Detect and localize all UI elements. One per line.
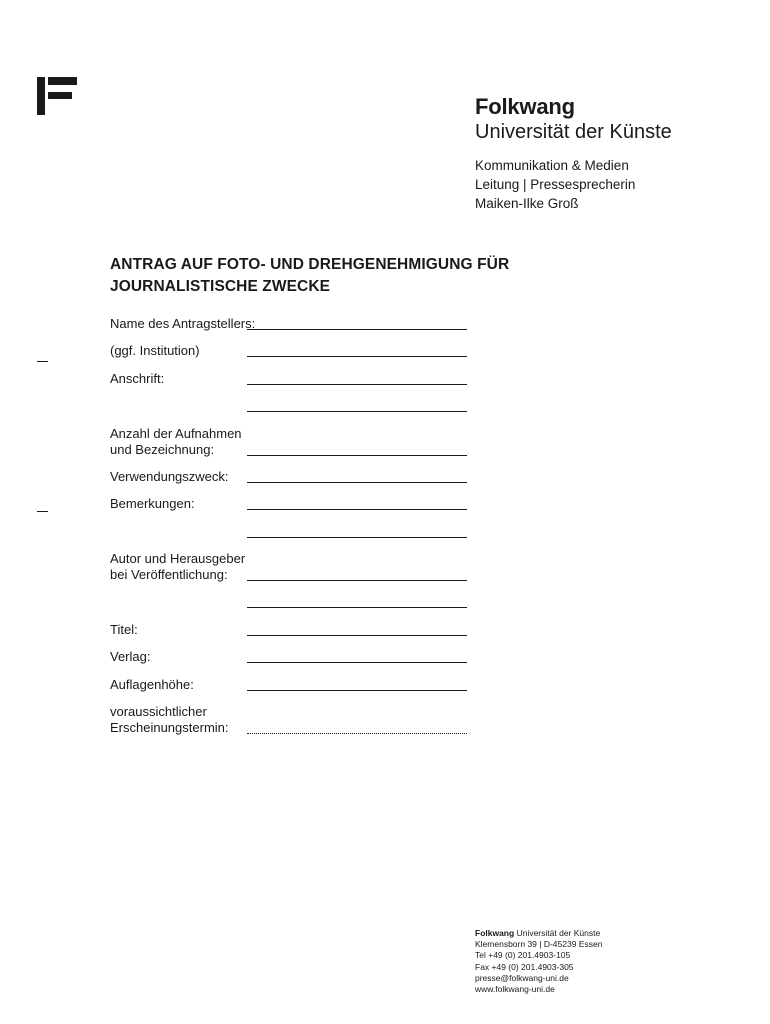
field-purpose[interactable] xyxy=(247,482,467,483)
field-remarks-line1[interactable] xyxy=(247,509,467,510)
contact-department: Kommunikation & Medien xyxy=(475,158,629,173)
footer-tel: Tel +49 (0) 201.4903-105 xyxy=(475,950,571,961)
label-purpose: Verwendungszweck: xyxy=(110,469,229,484)
contact-block xyxy=(475,156,672,213)
fold-mark-lower xyxy=(37,511,48,512)
label-author-line2: bei Veröffentlichung: xyxy=(110,567,228,582)
label-remarks: Bemerkungen: xyxy=(110,496,195,511)
field-remarks-line2[interactable] xyxy=(247,537,467,538)
form-title-line2: JOURNALISTISCHE ZWECKE xyxy=(110,278,331,295)
contact-person: Maiken-Ilke Groß xyxy=(475,196,579,211)
label-publication-date xyxy=(110,704,229,736)
label-publisher: Verlag: xyxy=(110,649,151,664)
field-publisher[interactable] xyxy=(247,662,467,663)
label-count xyxy=(110,426,242,458)
fold-mark-upper xyxy=(37,361,48,362)
footer-fax: Fax +49 (0) 201.4903-305 xyxy=(475,961,574,972)
label-author-line1: Autor und Herausgeber xyxy=(110,551,246,566)
footer-email-link[interactable]: presse@folkwang-uni.de xyxy=(475,972,569,983)
field-author-line1[interactable] xyxy=(247,580,467,581)
footer-address xyxy=(475,928,602,995)
org-subtitle: Universität der Künste xyxy=(475,121,672,143)
form-title-line1: ANTRAG AUF FOTO- UND DREHGENEHMIGUNG FÜR xyxy=(110,256,510,273)
contact-role: Leitung | Pressesprecherin xyxy=(475,177,636,192)
label-institution: (ggf. Institution) xyxy=(110,343,200,358)
folkwang-logo-icon xyxy=(37,77,77,115)
footer-street: Klemensborn 39 | D-45239 Essen xyxy=(475,939,603,950)
label-applicant-name: Name des Antragstellers: xyxy=(110,316,256,331)
field-address-line2[interactable] xyxy=(247,411,467,412)
label-date-line2: Erscheinungstermin: xyxy=(110,720,229,735)
label-author xyxy=(110,551,245,583)
label-count-line1: Anzahl der Aufnahmen xyxy=(110,426,242,441)
field-applicant-name[interactable] xyxy=(247,329,467,330)
label-title: Titel: xyxy=(110,622,138,637)
label-count-line2: und Bezeichnung: xyxy=(110,442,215,457)
field-address-line1[interactable] xyxy=(247,384,467,385)
footer-org-rest: Universität der Künste xyxy=(516,928,601,938)
field-circulation[interactable] xyxy=(247,690,467,691)
label-circulation: Auflagenhöhe: xyxy=(110,677,194,692)
footer-web-link[interactable]: www.folkwang-uni.de xyxy=(475,984,555,995)
form-title xyxy=(110,254,509,298)
field-author-line2[interactable] xyxy=(247,607,467,608)
org-header xyxy=(475,94,672,213)
field-title[interactable] xyxy=(247,635,467,636)
field-institution[interactable] xyxy=(247,356,467,357)
org-name: Folkwang xyxy=(475,94,575,119)
field-count[interactable] xyxy=(247,455,467,456)
footer-org xyxy=(475,928,602,939)
label-address: Anschrift: xyxy=(110,371,165,386)
label-date-line1: voraussichtlicher xyxy=(110,704,207,719)
footer-org-name: Folkwang xyxy=(475,928,515,938)
field-publication-date[interactable] xyxy=(247,733,467,734)
